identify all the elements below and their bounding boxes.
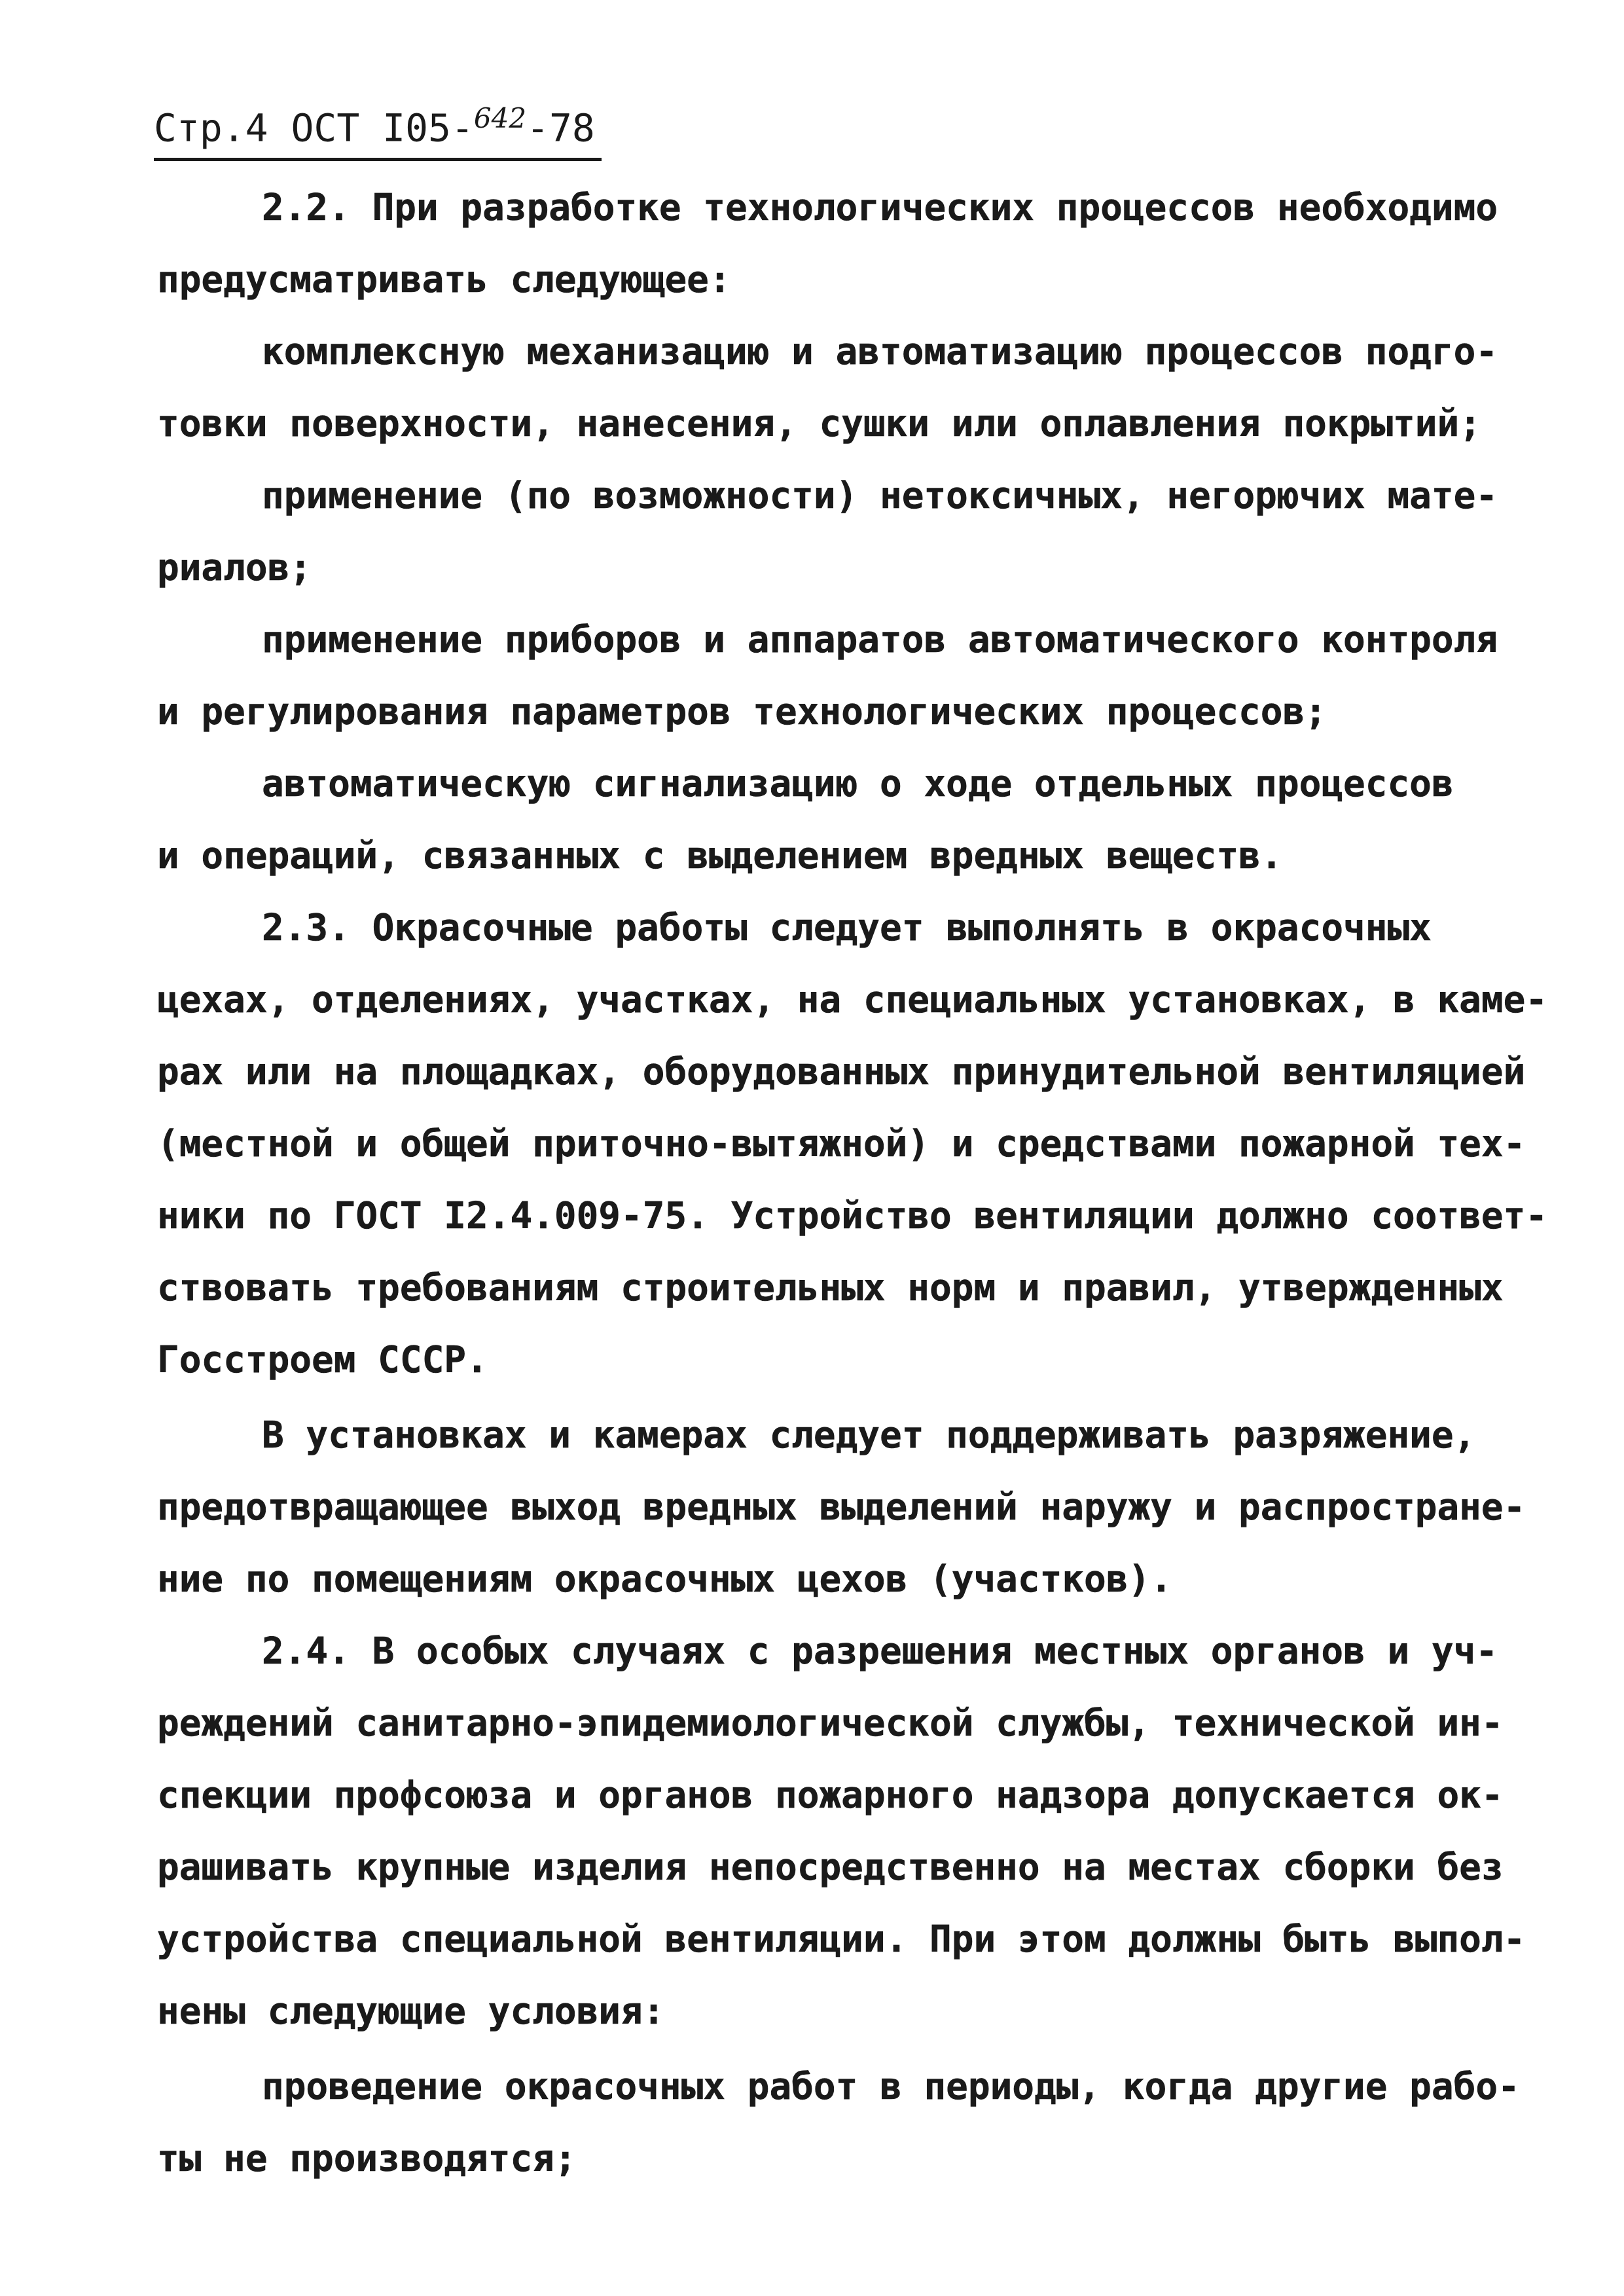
header-suffix: -78 bbox=[526, 105, 595, 151]
text-line: применение (по возможности) нетоксичных, негорючих мате- bbox=[262, 475, 1498, 517]
text-line: товки поверхности, нанесения, сушки или оплавления покрытий; bbox=[157, 403, 1481, 445]
text-line: 2.3. Окрасочные работы следует выполнять в окрасочных bbox=[262, 907, 1432, 949]
text-line: и регулирования параметров технологических процессов; bbox=[157, 691, 1327, 733]
text-line: цехах, отделениях, участках, на специальных установках, в каме- bbox=[157, 979, 1548, 1021]
text-line: риалов; bbox=[157, 547, 312, 589]
text-line: комплексную механизацию и автоматизацию процессов подго- bbox=[262, 331, 1498, 373]
text-line: рашивать крупные изделия непосредственно на местах сборки без bbox=[157, 1846, 1504, 1889]
text-line: 2.2. При разработке технологических процессов необходимо bbox=[262, 187, 1498, 229]
text-line: (местной и общей приточно-вытяжной) и средствами пожарной тех- bbox=[157, 1123, 1526, 1165]
text-line: реждений санитарно-эпидемиологической службы, технической ин- bbox=[157, 1702, 1504, 1745]
text-line: предусматривать следующее: bbox=[157, 259, 731, 301]
text-line: предотвращающее выход вредных выделений наружу и распростране- bbox=[157, 1486, 1526, 1529]
text-line: 2.4. В особых случаях с разрешения местных органов и уч- bbox=[262, 1630, 1498, 1673]
text-line: нены следующие условия: bbox=[157, 1990, 665, 2033]
text-line: ние по помещениям окрасочных цехов (участков). bbox=[157, 1558, 1172, 1601]
text-line: устройства специальной вентиляции. При этом должны быть выпол- bbox=[157, 1918, 1526, 1961]
text-line: ты не производятся; bbox=[157, 2138, 577, 2180]
text-line: автоматическую сигнализацию о ходе отдельных процессов bbox=[262, 763, 1454, 805]
text-line: и операций, связанных с выделением вредных веществ. bbox=[157, 835, 1283, 877]
page-header bbox=[154, 102, 595, 151]
text-line: Госстроем СССР. bbox=[157, 1339, 488, 1381]
text-line: применение приборов и аппаратов автоматического контроля bbox=[262, 619, 1498, 661]
text-line: ствовать требованиям строительных норм и правил, утвержденных bbox=[157, 1267, 1504, 1309]
text-line: рах или на площадках, оборудованных принудительной вентиляцией bbox=[157, 1051, 1526, 1093]
header-prefix: Стр.4 ОСТ I05- bbox=[154, 105, 474, 151]
text-line: проведение окрасочных работ в периоды, когда другие рабо- bbox=[262, 2066, 1520, 2108]
text-line: ники по ГОСТ I2.4.009-75. Устройство вентиляции должно соответ- bbox=[157, 1195, 1548, 1237]
text-line: В установках и камерах следует поддерживать разряжение, bbox=[262, 1414, 1476, 1457]
text-line: спекции профсоюза и органов пожарного надзора допускается ок- bbox=[157, 1774, 1504, 1817]
header-underline bbox=[154, 158, 602, 161]
handwritten-standard-number: 642 bbox=[473, 102, 527, 134]
